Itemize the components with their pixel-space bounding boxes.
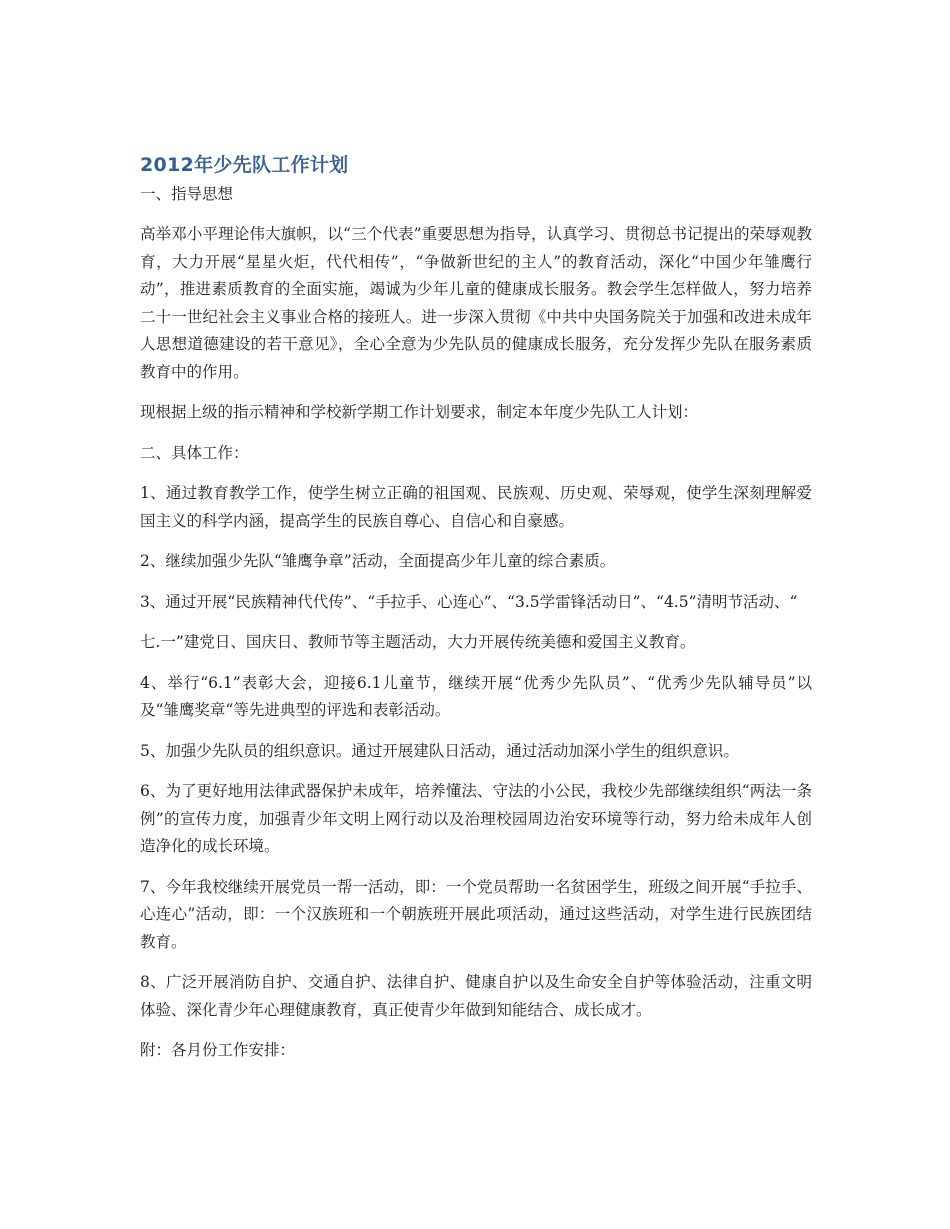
intro-paragraph: 高举邓小平理论伟大旗帜，以“三个代表”重要思想为指导，认真学习、贯彻总书记提出的荣辱观教育，大力开展“星星火炬，代代相传”，“争做新世纪的主人”的教育活动，深化“中国少年雏鹰行动”，推进素质教育的全面实施，竭诚为少年儿童的健康成长服务。教会学生怎样做人，努力培养二十一世纪社会主义事业合格的接班人。进一步深入贯彻《中共中央国务院关于加强和改进未成年人思想道德建设的若干意见》，全心全意为少先队员的健康成长服务，充分发挥少先队在服务素质教育中的作用。 xyxy=(140,225,812,381)
work-item-1: 1、通过教育教学工作，使学生树立正确的祖国观、民族观、历史观、荣辱观，使学生深刻理解爱国主义的科学内涵，提高学生的民族自尊心、自信心和自豪感。 xyxy=(140,484,812,530)
section-heading-specific-work: 二、具体工作： xyxy=(140,443,249,462)
work-item-3: 3、通过开展“民族精神代代传”、“手拉手、心连心”、“3.5学雷锋活动日”、“4.5”清明节活动、“ xyxy=(140,592,798,611)
work-item-3-continued: 七.一”建党日、国庆日、教师节等主题活动，大力开展传统美德和爱国主义教育。 xyxy=(140,633,696,651)
document-title: 2012年少先队工作计划 xyxy=(140,154,349,176)
work-item-2: 2、继续加强少先队“雏鹰争章”活动，全面提高少年儿童的综合素质。 xyxy=(140,552,616,570)
work-item-4: 4、举行“6.1”表彰大会，迎接6.1儿童节，继续开展“优秀少先队员”、“优秀少先队辅导员”以及“雏鹰奖章“等先进典型的评选和表彰活动。 xyxy=(140,673,812,719)
work-item-5: 5、加强少先队员的组织意识。通过开展建队日活动，通过活动加深小学生的组织意识。 xyxy=(140,741,739,760)
work-item-8: 8、广泛开展消防自护、交通自护、法律自护、健康自护以及生命安全自护等体验活动，注重文明体验、深化青少年心理健康教育，真正使青少年做到知能结合、成长成才。 xyxy=(140,973,812,1019)
appendix-label: 附：各月份工作安排： xyxy=(140,1041,296,1059)
document-body xyxy=(140,150,812,1078)
plan-intro-paragraph: 现根据上级的指示精神和学校新学期工作计划要求，制定本年度少先队工人计划： xyxy=(140,403,699,421)
work-item-7: 7、今年我校继续开展党员一帮一活动，即：一个党员帮助一名贫困学生，班级之间开展“手拉手、心连心”活动，即：一个汉族班和一个朝族班开展此项活动，通过这些活动，对学生进行民族团结教育。 xyxy=(140,877,812,951)
section-heading-guiding-ideology: 一、指导思想 xyxy=(140,185,234,203)
work-item-6: 6、为了更好地用法律武器保护未成年，培养懂法、守法的小公民，我校少先部继续组织“两法一条例”的宣传力度，加强青少年文明上网行动以及治理校园周边治安环境等行动，努力给未成年人创造净化的成长环境。 xyxy=(140,782,812,855)
